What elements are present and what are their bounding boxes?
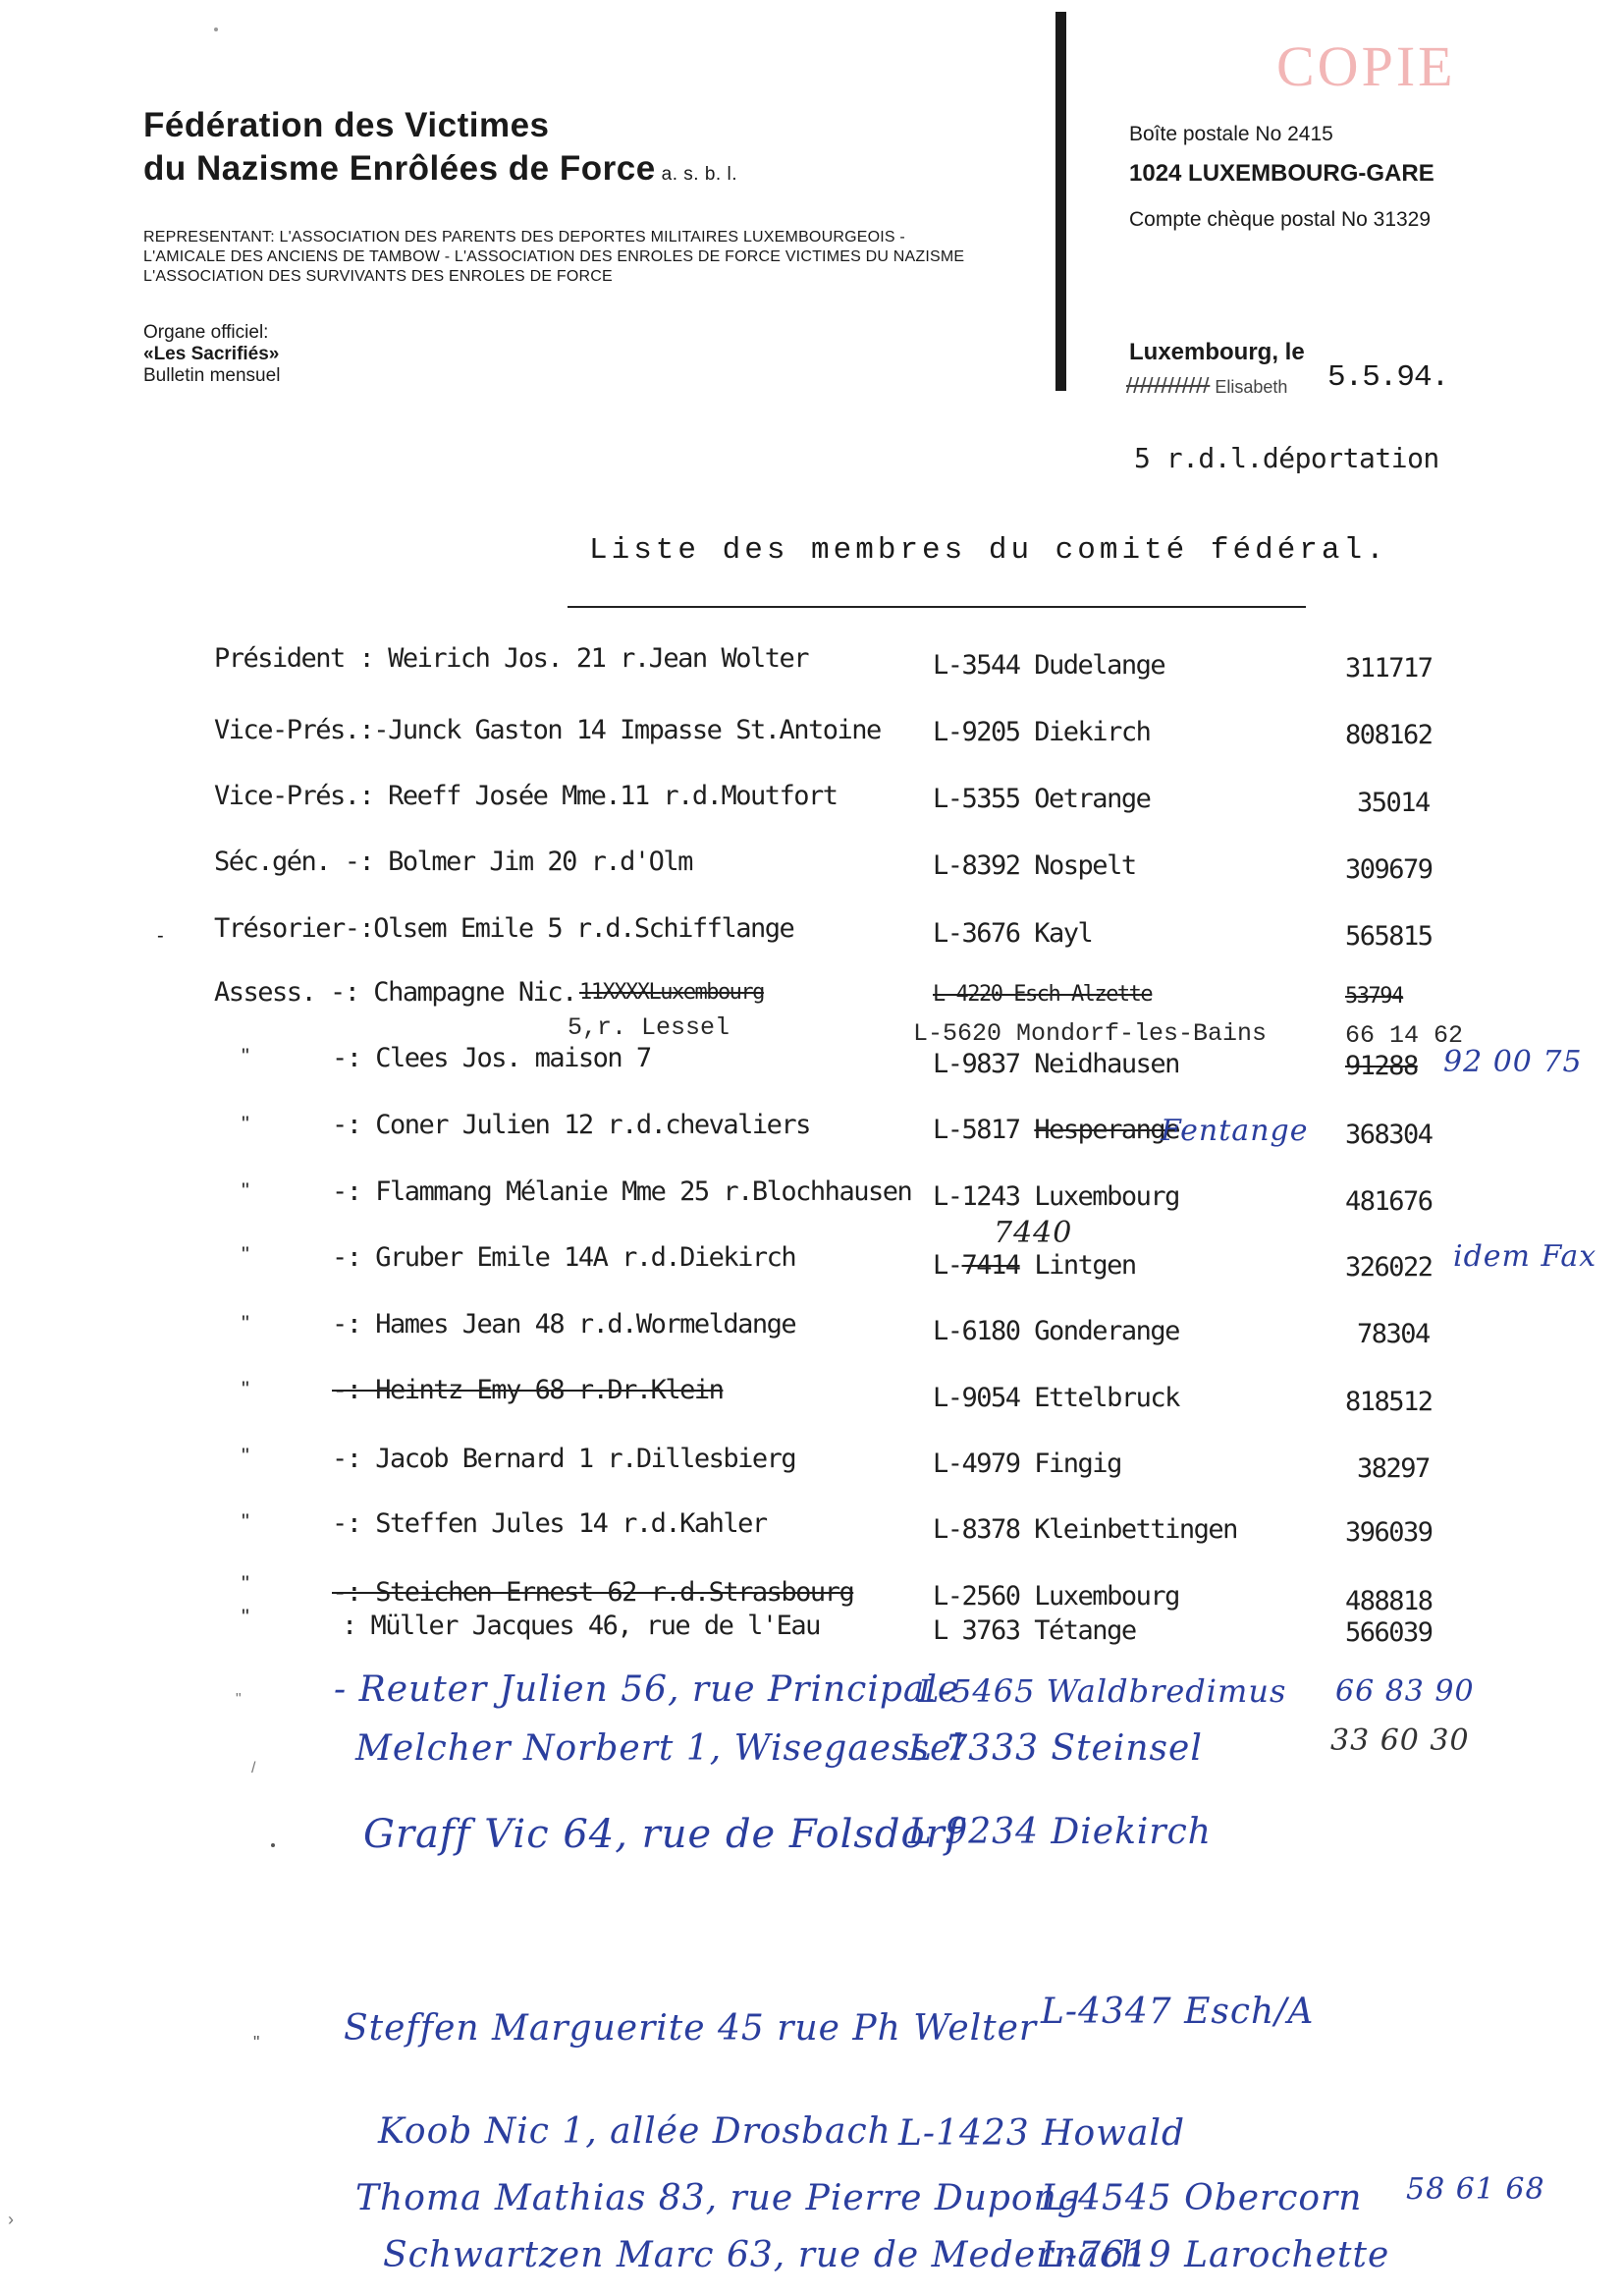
member-phone: 78304 [1357, 1319, 1430, 1349]
member-row-vice-pres-1: Vice-Prés.:-Junck Gaston 14 Impasse St.Antoine [214, 715, 881, 745]
member-phone: 818512 [1345, 1387, 1433, 1417]
member-locality: L-9837 Neidhausen [933, 1049, 1179, 1079]
member-locality: L-8392 Nospelt [933, 850, 1136, 881]
member-phone: 396039 [1345, 1517, 1433, 1548]
scan-speck [214, 27, 218, 31]
handwritten-entry-schwartzen: Schwartzen Marc 63, rue de Medernach [383, 2235, 1145, 2275]
member-locality [933, 1115, 1179, 1145]
handwritten-entry-melcher: Melcher Norbert 1, Wisegaessel [355, 1728, 964, 1769]
handwritten-phone: 33 60 30 [1330, 1723, 1470, 1758]
new-phone: 66 14 62 [1345, 1021, 1464, 1050]
handwritten-locality: L-7619 Larochette [1041, 2235, 1390, 2275]
org-name-line2 [143, 149, 737, 189]
ditto-mark: " [242, 1242, 249, 1267]
handwritten-phone: 66 83 90 [1335, 1674, 1475, 1709]
margin-mark: " [253, 2033, 260, 2052]
ditto-mark: " [242, 1571, 249, 1596]
compte-cheque: Compte chèque postal No 31329 [1129, 208, 1432, 231]
postal-city: 1024 LUXEMBOURG-GARE [1129, 160, 1434, 187]
handwritten-entry-koob: Koob Nic 1, allée Drosbach [378, 2111, 892, 2152]
org-name-line1: Fédération des Victimes [143, 106, 550, 144]
margin-dot [271, 1843, 275, 1847]
member-phone: 35014 [1357, 788, 1430, 818]
ditto-mark: " [242, 1112, 249, 1136]
member-phone: 368304 [1345, 1120, 1433, 1150]
margin-mark: - [157, 925, 164, 947]
handwritten-locality: L 9234 Diekirch [908, 1812, 1212, 1852]
struck-phone: 53794 [1345, 984, 1403, 1009]
ditto-mark: " [242, 1377, 249, 1401]
member-phone: 566039 [1345, 1617, 1433, 1648]
handwritten-entry-graff: Graff Vic 64, rue de Folsdorf [363, 1812, 961, 1857]
ditto-mark: " [242, 1605, 249, 1629]
member-row-vice-pres-2: Vice-Prés.: Reeff Josée Mme.11 r.d.Moutfort [214, 781, 838, 811]
locality-name: Lintgen [1034, 1250, 1136, 1281]
asbl-label: a. s. b. l. [661, 164, 737, 185]
member-row-assessor-champagne: Assess. -: Champagne Nic. [214, 977, 576, 1008]
handwritten-phone: 92 00 75 [1443, 1045, 1583, 1079]
handwritten-postcode: 7440 [994, 1216, 1073, 1250]
member-phone: 808162 [1345, 720, 1433, 750]
member-locality: L-6180 Gonderange [933, 1316, 1179, 1346]
margin-mark: " [236, 1691, 242, 1708]
struck-word: Elisabeth [1215, 377, 1288, 397]
new-street: 5,r. Lessel [568, 1013, 730, 1042]
member-locality: L-3676 Kayl [933, 918, 1093, 949]
member-locality [933, 1250, 1136, 1281]
member-phone: 565815 [1345, 921, 1433, 952]
handwritten-phone: 58 61 68 [1406, 2172, 1545, 2207]
member-row-steichen-struck: -: Steichen Ernest 62 r.d.Strasbourg [332, 1577, 854, 1608]
member-row-flammang: -: Flammang Mélanie Mme 25 r.Blochhausen [332, 1176, 912, 1207]
handwritten-entry-steffen-marguerite: Steffen Marguerite 45 rue Ph Welter [344, 2008, 1038, 2049]
member-locality: L-8378 Kleinbettingen [933, 1514, 1237, 1545]
boite-postale: Boîte postale No 2415 [1129, 123, 1333, 145]
member-phone: 481676 [1345, 1186, 1433, 1217]
member-locality: L-5355 Oetrange [933, 784, 1151, 814]
sender-address: 5 r.d.l.déportation [1134, 442, 1439, 474]
handwritten-locality: L-5465 Waldbredimus [918, 1672, 1287, 1710]
organe-line-3: Bulletin mensuel [143, 365, 281, 386]
member-row-heintz-struck: -: Heintz Emy 68 r.Dr.Klein [332, 1375, 724, 1405]
title-underline [568, 606, 1306, 608]
member-row-steffen-jules: -: Steffen Jules 14 r.d.Kahler [332, 1508, 767, 1539]
representant-line-1: REPRESENTANT: L'ASSOCIATION DES PARENTS DES DEPORTES MILITAIRES LUXEMBOURGEOIS - [143, 229, 905, 246]
copie-stamp: COPIE [1276, 34, 1456, 98]
ditto-mark: " [242, 1509, 249, 1534]
organe-line-1: Organe officiel: [143, 322, 269, 343]
handwritten-locality: L-4347 Esch/A [1041, 1992, 1315, 2032]
handwritten-note: idem Fax [1453, 1239, 1597, 1274]
member-locality: L-1243 Luxembourg [933, 1181, 1179, 1212]
handwritten-locality: L-4545 Obercorn [1041, 2178, 1363, 2218]
organe-line-2: «Les Sacrifiés» [143, 344, 280, 364]
member-phone: 311717 [1345, 653, 1433, 683]
member-row-gruber: -: Gruber Emile 14A r.d.Diekirch [332, 1242, 796, 1273]
struck-postcode: 7414 [961, 1250, 1020, 1281]
member-phone: 38297 [1357, 1453, 1430, 1484]
struck-address: 11XXXXLuxembourg [579, 980, 764, 1005]
member-row-treasurer: Trésorier-:Olsem Emile 5 r.d.Schifflange [214, 913, 794, 944]
locality-prefix: L-5817 [933, 1115, 1020, 1145]
locality-prefix: L- [933, 1250, 962, 1281]
member-locality: L-9205 Diekirch [933, 717, 1151, 747]
member-locality: L 3763 Tétange [933, 1615, 1136, 1646]
handwritten-locality: L-1423 Howald [898, 2113, 1186, 2154]
handwritten-entry-thoma: Thoma Mathias 83, rue Pierre Dupong [355, 2178, 1081, 2218]
struck-slashes: //////////// [1126, 373, 1211, 398]
luxembourg-le: Luxembourg, le [1129, 339, 1305, 365]
representant-line-3: L'ASSOCIATION DES SURVIVANTS DES ENROLES DE FORCE [143, 268, 613, 285]
member-locality: L-3544 Dudelange [933, 650, 1165, 681]
struck-phone: 91288 [1345, 1051, 1418, 1081]
handwritten-locality: Fentange [1161, 1114, 1309, 1148]
member-phone: 326022 [1345, 1252, 1433, 1283]
member-locality: L-4979 Fingig [933, 1449, 1121, 1479]
member-row-muller: : Müller Jacques 46, rue de l'Eau [342, 1611, 820, 1641]
struck-locality: L-4220 Esch-Alzette [933, 982, 1153, 1007]
representant-line-2: L'AMICALE DES ANCIENS DE TAMBOW - L'ASSOCIATION DES ENROLES DE FORCE VICTIMES DU NAZISME [143, 248, 965, 265]
margin-mark: › [8, 2210, 14, 2229]
handwritten-locality: L 7333 Steinsel [908, 1728, 1203, 1769]
member-row-coner: -: Coner Julien 12 r.d.chevaliers [332, 1110, 810, 1140]
page-title: Liste des membres du comité fédéral. [589, 533, 1388, 568]
ditto-mark: " [242, 1044, 249, 1068]
ditto-mark: " [242, 1178, 249, 1203]
struck-line [1126, 373, 1287, 399]
member-row-president: Président : Weirich Jos. 21 r.Jean Wolter [214, 643, 808, 674]
member-phone: 309679 [1345, 854, 1433, 885]
member-locality: L-2560 Luxembourg [933, 1581, 1179, 1612]
ditto-mark: " [242, 1444, 249, 1468]
member-phone: 488818 [1345, 1586, 1433, 1616]
handwritten-entry-reuter: - Reuter Julien 56, rue Principale [334, 1669, 960, 1710]
org-name-line2-text: du Nazisme Enrôlées de Force [143, 149, 656, 188]
margin-mark: / [251, 1760, 256, 1777]
member-row-hames: -: Hames Jean 48 r.d.Wormeldange [332, 1309, 796, 1339]
ditto-mark: " [242, 1311, 249, 1336]
new-locality: L-5620 Mondorf-les-Bains [913, 1019, 1268, 1048]
header-divider [1055, 12, 1066, 391]
member-locality: L-9054 Ettelbruck [933, 1383, 1179, 1413]
struck-locality: Hesperange [1034, 1115, 1179, 1145]
letter-date: 5.5.94. [1327, 360, 1449, 395]
member-row-secretary: Séc.gén. -: Bolmer Jim 20 r.d'Olm [214, 847, 692, 877]
member-row-jacob: -: Jacob Bernard 1 r.Dillesbierg [332, 1444, 796, 1474]
member-row-clees: -: Clees Jos. maison 7 [332, 1043, 651, 1073]
